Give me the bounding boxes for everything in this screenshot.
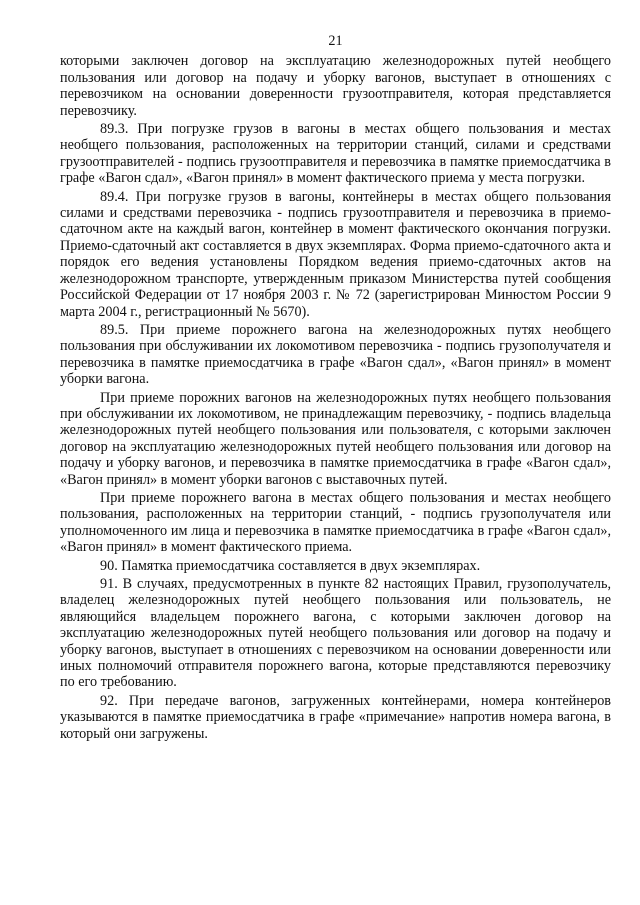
paragraph-continuation: которыми заключен договор на эксплуатацию железнодорожных путей необщего пользования или договор на подачу и уборку вагонов, выступает в отношениях с перевозчиком на основании доверенности грузоотправителя, которая представляется перевозчику. bbox=[60, 53, 611, 119]
paragraph-89-4: 89.4. При погрузке грузов в вагоны, контейнеры в местах общего пользования силами и средствами перевозчика - подпись грузоотправителя и перевозчика в приемо-сдаточном акте на каждый вагон, контейнер в момент фактического окончания погрузки. Приемо-сдаточный акт составляется в двух экземплярах. Форма приемо-сдаточного акта и порядок его ведения установлены Порядком ведения приемо-сдаточных актов на железнодорожном транспорте, утвержденным приказом Министерства путей сообщения Российской Федерации от 17 ноября 2003 г. № 72 (зарегистрирован Минюстом России 9 марта 2004 г., регистрационный № 5670). bbox=[60, 188, 611, 320]
page-number: 21 bbox=[328, 33, 343, 49]
paragraph-92: 92. При передаче вагонов, загруженных контейнерами, номера контейнеров указываются в памятке приемосдатчика в графе «примечание» напротив номера вагона, в который они загружены. bbox=[60, 692, 611, 742]
paragraph-89-3: 89.3. При погрузке грузов в вагоны в местах общего пользования и местах необщего пользования, расположенных на территории станций, силами и средствами грузоотправителей - подпись грузоотправителя и перевозчика в памятке приемосдатчика в графе «Вагон сдал», «Вагон принял» в момент фактического приема у места погрузки. bbox=[60, 121, 611, 187]
paragraph-89-5-empty-wagons: При приеме порожних вагонов на железнодорожных путях необщего пользования при обслуживании их локомотивом, не принадлежащим перевозчику, - подпись владельца железнодорожных путей необщего пользования или пользователя, с которыми заключен договор на эксплуатацию железнодорожных путей необщего пользования или договор на подачу и уборку вагонов, и перевозчика в памятке приемосдатчика в графе «Вагон сдал», «Вагон принял» в момент уборки вагонов с выставочных путей. bbox=[60, 389, 611, 488]
paragraph-89-5: 89.5. При приеме порожнего вагона на железнодорожных путях необщего пользования при обслуживании их локомотивом перевозчика - подпись грузополучателя и перевозчика в памятке приемосдатчика в графе «Вагон сдал», «Вагон принял» в момент уборки вагона. bbox=[60, 321, 611, 388]
paragraph-89-5-general-places: При приеме порожнего вагона в местах общего пользования и местах необщего пользования, расположенных на территории станций, - подпись грузополучателя или уполномоченного им лица и перевозчика в памятке приемосдатчика в графе «Вагон сдал», «Вагон принял» в момент фактического приема. bbox=[60, 489, 611, 556]
paragraph-91: 91. В случаях, предусмотренных в пункте 82 настоящих Правил, грузополучатель, владелец железнодорожных путей необщего пользования или пользователь, не являющийся владельцем порожнего вагона, с которыми заключен договор на эксплуатацию железнодорожных путей необщего пользования или договор на подачу и уборку вагонов, выступает в отношениях с перевозчиком на основании доверенности или иных полномочий отправителя порожнего вагона, которые представляются перевозчику по его требованию. bbox=[60, 576, 611, 691]
paragraph-90: 90. Памятка приемосдатчика составляется в двух экземплярах. bbox=[100, 557, 481, 574]
